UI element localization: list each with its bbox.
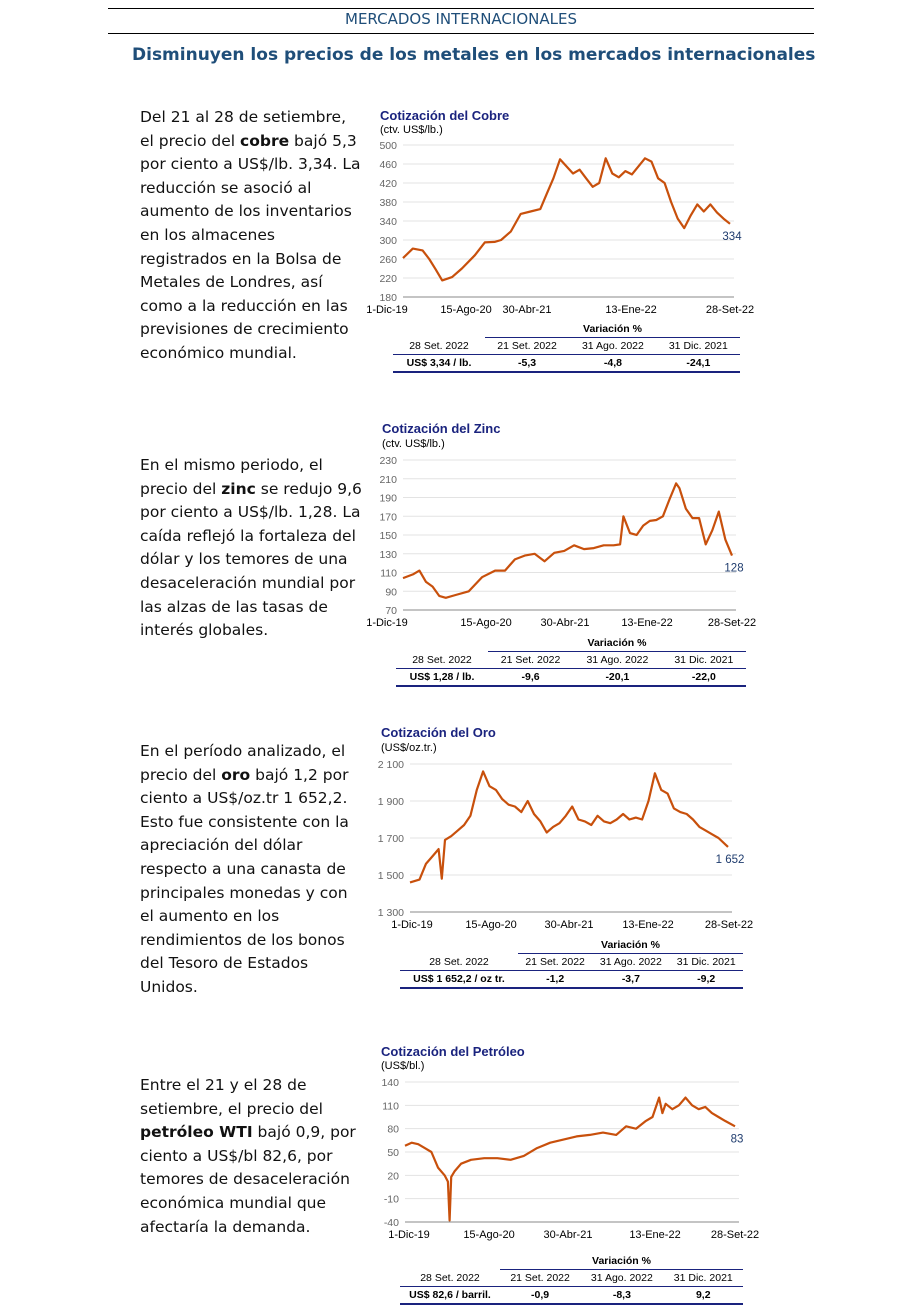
y-tick-label: 500	[379, 140, 397, 152]
zinc-chart-unit: (ctv. US$/lb.)	[382, 438, 445, 450]
col-header: 31 Dic. 2021	[662, 652, 746, 669]
cobre-paragraph: Del 21 al 28 de setiembre, el precio del cobre bajó 5,3 por ciento a US$/lb. 3,34. La reducción se asoció al aumento de los inventarios en los almacenes registrados en la Bolsa de Metales de Londres, así como a la reducción en las previsiones de crecimiento económico mundial.	[140, 108, 361, 362]
x-tick-label: 28-Set-22	[704, 919, 754, 931]
value-cell: 9,2	[664, 1287, 743, 1305]
value-cell: -9,2	[669, 971, 743, 989]
y-tick-label: 110	[380, 567, 397, 580]
col-header: 31 Dic. 2021	[657, 338, 740, 355]
row-label: US$ 1 652,2 / oz tr.	[400, 971, 518, 989]
y-tick-label: 1 700	[377, 833, 404, 845]
x-tick-label: 15-Ago-20	[440, 304, 492, 316]
x-tick-label: 30-Abr-21	[540, 617, 590, 629]
value-cell: -9,6	[488, 669, 573, 687]
y-tick-label: 2 100	[377, 759, 404, 771]
petroleo-chart-unit: (US$/bl.)	[381, 1060, 425, 1072]
y-tick-label: 170	[379, 511, 397, 524]
x-tick-label: 15-Ago-20	[463, 1229, 515, 1241]
y-tick-label: 460	[379, 159, 397, 171]
value-cell: -5,3	[485, 355, 569, 373]
y-tick-label: 110	[382, 1100, 399, 1113]
x-tick-label: 30-Abr-21	[544, 919, 594, 931]
x-tick-label: 13-Ene-22	[629, 1229, 681, 1241]
price-series-line	[405, 1098, 735, 1221]
col-header: 21 Set. 2022	[485, 338, 569, 355]
oro-paragraph: En el período analizado, el precio del oro bajó 1,2 por ciento a US$/oz.tr 1 652,2. Esto fue consistente con la apreciación del dólar respecto a una canasta de principales monedas y con el aumento en los rendimientos de los bonos del Tesoro de Estados Unidos.	[140, 742, 349, 996]
y-tick-label: 260	[379, 254, 397, 266]
col-date: 28 Set. 2022	[396, 652, 488, 669]
y-tick-label: 1 900	[377, 796, 404, 808]
section-title: MERCADOS INTERNACIONALES	[345, 10, 577, 28]
y-tick-label: 190	[379, 492, 397, 505]
variation-label: Variación %	[488, 635, 746, 652]
zinc-chart-title: Cotización del Zinc	[382, 421, 501, 436]
x-tick-label: 28-Set-22	[710, 1229, 760, 1241]
variation-label: Variación %	[485, 321, 740, 338]
col-header: 31 Ago. 2022	[580, 1270, 663, 1287]
y-tick-label: 300	[379, 235, 397, 247]
col-header: 21 Set. 2022	[500, 1270, 580, 1287]
x-tick-label: 13-Ene-22	[621, 617, 673, 629]
col-date: 28 Set. 2022	[400, 954, 518, 971]
y-tick-label: 150	[379, 530, 397, 542]
col-header: 31 Ago. 2022	[592, 954, 669, 971]
variation-label: Variación %	[500, 1253, 743, 1270]
y-tick-label: 90	[385, 586, 397, 599]
y-tick-label: 420	[379, 178, 397, 190]
petroleo-paragraph: Entre el 21 y el 28 de setiembre, el precio del petróleo WTI bajó 0,9, por ciento a US$/bl 82,6, por temores de desaceleración económica mundial que afectaría la demanda.	[140, 1076, 356, 1236]
x-tick-label: 13-Ene-22	[622, 919, 674, 931]
value-cell: -24,1	[657, 355, 740, 373]
cobre-chart-title: Cotización del Cobre	[380, 108, 510, 123]
y-tick-label: 1 500	[377, 870, 404, 882]
value-cell: -20,1	[573, 669, 662, 687]
page-title: Disminuyen los precios de los metales en los mercados internacionales	[132, 45, 816, 65]
value-cell: -3,7	[592, 971, 669, 989]
y-tick-label: 210	[379, 473, 397, 486]
end-value-label: 1 652	[715, 853, 745, 866]
col-date: 28 Set. 2022	[400, 1270, 500, 1287]
value-cell: -4,8	[569, 355, 656, 373]
col-header: 21 Set. 2022	[488, 652, 573, 669]
y-tick-label: 230	[379, 455, 397, 467]
y-tick-label: 130	[379, 548, 397, 561]
value-cell: -8,3	[580, 1287, 663, 1305]
y-tick-label: 80	[387, 1123, 399, 1136]
y-tick-label: 20	[387, 1170, 399, 1183]
x-tick-label: 1-Dic-19	[388, 1229, 430, 1241]
col-header: 31 Dic. 2021	[664, 1270, 743, 1287]
row-label: US$ 82,6 / barril.	[400, 1287, 500, 1305]
row-label: US$ 3,34 / lb.	[393, 355, 485, 373]
x-tick-label: 15-Ago-20	[460, 617, 512, 629]
end-value-label: 128	[724, 562, 744, 575]
col-header: 31 Ago. 2022	[573, 652, 662, 669]
x-tick-label: 13-Ene-22	[605, 304, 657, 316]
oro-chart-unit: (US$/oz.tr.)	[381, 742, 437, 754]
y-tick-label: 180	[379, 292, 397, 304]
y-tick-label: -40	[383, 1217, 399, 1229]
y-tick-label: -10	[383, 1193, 399, 1206]
y-tick-label: 380	[379, 197, 397, 209]
end-value-label: 83	[730, 1133, 744, 1146]
petroleo-chart-title: Cotización del Petróleo	[381, 1044, 525, 1059]
y-tick-label: 140	[381, 1077, 399, 1089]
x-tick-label: 1-Dic-19	[366, 617, 408, 629]
zinc-paragraph: En el mismo periodo, el precio del zinc se redujo 9,6 por ciento a US$/lb. 1,28. La caída reflejó la fortaleza del dólar y los temores de una desaceleración mundial por las alzas de las tasas de interés globales.	[140, 456, 362, 640]
col-date: 28 Set. 2022	[393, 338, 485, 355]
cobre-chart-unit: (ctv. US$/lb.)	[380, 124, 443, 136]
x-tick-label: 1-Dic-19	[391, 919, 433, 931]
oro-chart-title: Cotización del Oro	[381, 725, 496, 740]
y-tick-label: 340	[379, 216, 397, 228]
variation-label: Variación %	[518, 937, 743, 954]
col-header: 31 Ago. 2022	[569, 338, 656, 355]
x-tick-label: 28-Set-22	[705, 304, 755, 316]
y-tick-label: 220	[379, 273, 397, 285]
end-value-label: 334	[722, 230, 742, 243]
y-tick-label: 70	[385, 605, 397, 617]
x-tick-label: 1-Dic-19	[366, 304, 408, 316]
value-cell: -1,2	[518, 971, 592, 989]
row-label: US$ 1,28 / lb.	[396, 669, 488, 687]
col-header: 31 Dic. 2021	[669, 954, 743, 971]
col-header: 21 Set. 2022	[518, 954, 592, 971]
value-cell: -22,0	[662, 669, 746, 687]
x-tick-label: 28-Set-22	[707, 617, 757, 629]
x-tick-label: 15-Ago-20	[465, 919, 517, 931]
y-tick-label: 1 300	[377, 907, 404, 919]
y-tick-label: 50	[387, 1147, 399, 1159]
x-tick-label: 30-Abr-21	[502, 304, 552, 316]
value-cell: -0,9	[500, 1287, 580, 1305]
petroleo-variation-table	[400, 1253, 743, 1305]
x-tick-label: 30-Abr-21	[543, 1229, 593, 1241]
